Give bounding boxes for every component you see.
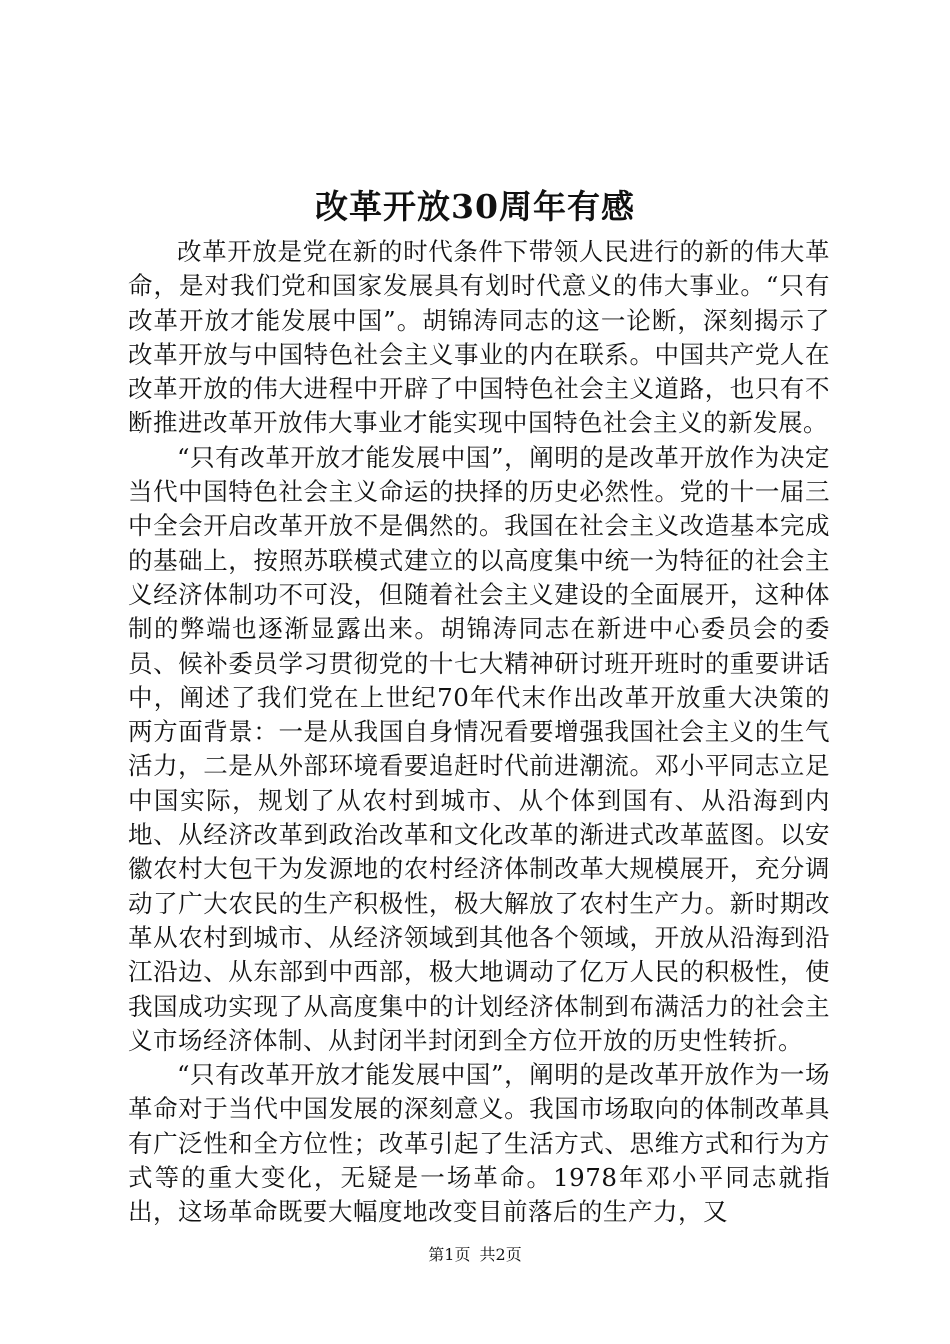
page-number: 第1页 (428, 1245, 471, 1264)
page-total: 共2页 (479, 1245, 522, 1264)
page-footer (0, 1243, 950, 1267)
document-body (128, 235, 830, 1230)
paragraph-3: “只有改革开放才能发展中国”，阐明的是改革开放作为一场革命对于当代中国发展的深刻意义。我国市场取向的体制改革具有广泛性和全方位性；改革引起了生活方式、思维方式和行为方式等的重大变化，无疑是一场革命。1978年邓小平同志就指出，这场革命既要大幅度地改变目前落后的生产力，又 (128, 1060, 830, 1227)
paragraph-1: 改革开放是党在新的时代条件下带领人民进行的新的伟大革命，是对我们党和国家发展具有划时代意义的伟大事业。“只有改革开放才能发展中国”。胡锦涛同志的这一论断，深刻揭示了改革开放与中国特色社会主义事业的内在联系。中国共产党人在改革开放的伟大进程中开辟了中国特色社会主义道路，也只有不断推进改革开放伟大事业才能实现中国特色社会主义的新发展。 (128, 237, 830, 438)
paragraph-2: “只有改革开放才能发展中国”，阐明的是改革开放作为决定当代中国特色社会主义命运的抉择的历史必然性。党的十一届三中全会开启改革开放不是偶然的。我国在社会主义改造基本完成的基础上，按照苏联模式建立的以高度集中统一为特征的社会主义经济体制功不可没，但随着社会主义建设的全面展开，这种体制的弊端也逐渐显露出来。胡锦涛同志在新进中心委员会的委员、候补委员学习贯彻党的十七大精神研讨班开班时的重要讲话中，阐述了我们党在上世纪70年代末作出改革开放重大决策的两方面背景：一是从我国自身情况看要增强我国社会主义的生气活力，二是从外部环境看要追赶时代前进潮流。邓小平同志立足中国实际，规划了从农村到城市、从个体到国有、从沿海到内地、从经济改革到政治改革和文化改革的渐进式改革蓝图。以安徽农村大包干为发源地的农村经济体制改革大规模展开，充分调动了广大农民的生产积极性，极大解放了农村生产力。新时期改革从农村到城市、从经济领域到其他各个领域，开放从沿海到沿江沿边、从东部到中西部，极大地调动了亿万人民的积极性，使我国成功实现了从高度集中的计划经济体制到布满活力的社会主义市场经济体制、从封闭半封闭到全方位开放的历史性转折。 (128, 442, 830, 1055)
page-title: 改革开放30周年有感 (315, 187, 635, 226)
